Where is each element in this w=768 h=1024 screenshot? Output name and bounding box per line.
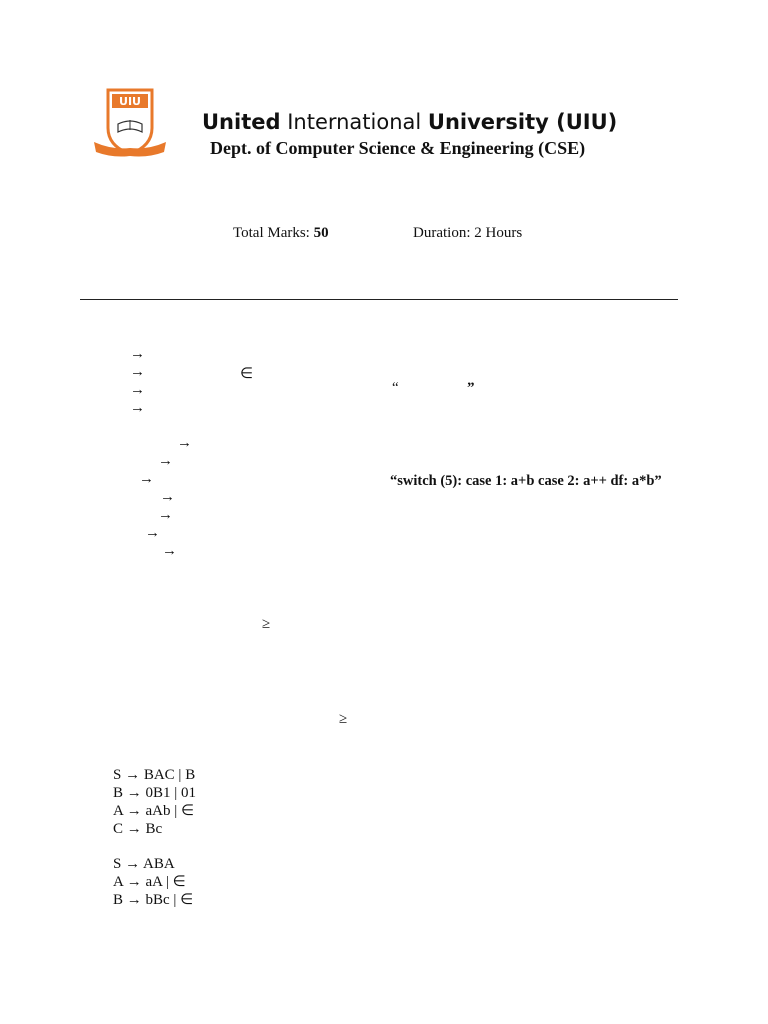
grammar-2-rule: A → aA | ∈ <box>113 874 186 890</box>
q1-epsilon: ∈ <box>240 366 254 382</box>
q1-close-quote: ” <box>467 380 475 396</box>
grammar-1-rule: C → Bc <box>113 821 163 837</box>
grammar-1-rule: A → aAb | ∈ <box>113 803 195 819</box>
grammar-1-rule: B → 0B1 | 01 <box>113 785 197 801</box>
duration: Duration: 2 Hours <box>413 225 523 241</box>
department-name: Dept. of Computer Science & Engineering (CSE) <box>210 138 586 158</box>
total-marks <box>233 225 329 242</box>
grammar-1-rule: S → BAC | B <box>113 767 196 783</box>
grammar-2 <box>113 855 193 909</box>
q2-arrow-1: → <box>177 435 192 451</box>
geq-symbol-1: ≥ <box>262 616 271 632</box>
total-marks-value: 50 <box>313 225 329 241</box>
total-marks-label: Total Marks: <box>233 225 310 241</box>
q1-arrow-2: → <box>130 364 145 380</box>
geq-symbol-2: ≥ <box>339 711 348 727</box>
q1-arrow-3: → <box>130 382 145 398</box>
q1-arrow-4: → <box>130 400 145 416</box>
header-divider <box>80 299 678 300</box>
university-word-international: International <box>287 110 422 134</box>
grammar-2-rule: S → ABA <box>113 856 175 872</box>
q1-open-quote: “ <box>392 380 399 396</box>
q2-arrow-3: → <box>139 471 154 487</box>
university-logo <box>92 88 168 160</box>
q2-arrow-4: → <box>160 489 175 505</box>
grammar-1 <box>113 766 196 838</box>
logo-text: UIU <box>119 95 141 108</box>
q2-arrow-2: → <box>158 453 173 469</box>
q2-arrow-5: → <box>158 507 173 523</box>
q2-arrow-6: → <box>145 525 160 541</box>
university-word-united: United <box>202 110 281 134</box>
university-word-university: University (UIU) <box>427 110 618 134</box>
q1-arrow-1: → <box>130 346 145 362</box>
grammar-2-rule: B → bBc | ∈ <box>113 892 194 908</box>
q2-arrow-7: → <box>162 543 177 559</box>
switch-string: “switch (5): case 1: a+b case 2: a++ df: a*b” <box>390 473 662 489</box>
university-name <box>202 110 617 134</box>
